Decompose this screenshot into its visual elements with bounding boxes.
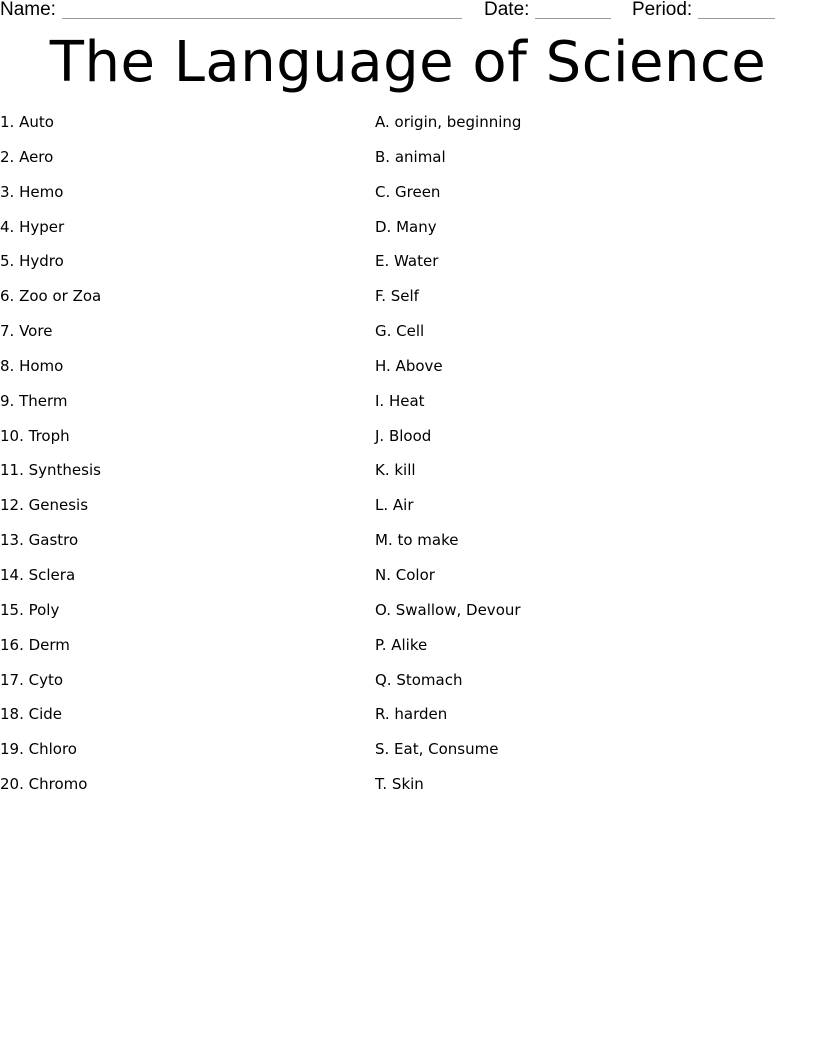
term-item: 12. Genesis xyxy=(0,496,89,515)
definition-item: D. Many xyxy=(375,217,437,236)
page-title: The Language of Science xyxy=(49,30,767,95)
terms-column xyxy=(0,112,360,809)
date-label: Date: xyxy=(484,0,530,20)
term-item: 18. Cide xyxy=(0,705,63,724)
definition-item: Q. Stomach xyxy=(375,670,463,689)
definition-item: N. Color xyxy=(375,565,435,584)
date-blank-line xyxy=(535,0,611,19)
definition-item: R. harden xyxy=(375,705,448,724)
term-item: 3. Hemo xyxy=(0,182,64,201)
definition-item: E. Water xyxy=(375,252,439,271)
name-blank-line xyxy=(62,0,462,19)
term-item: 4. Hyper xyxy=(0,217,65,236)
term-item: 17. Cyto xyxy=(0,670,64,689)
term-item: 6. Zoo or Zoa xyxy=(0,287,102,306)
term-item: 14. Sclera xyxy=(0,565,76,584)
term-item: 8. Homo xyxy=(0,356,64,375)
name-label: Name: xyxy=(0,0,56,20)
definition-item: F. Self xyxy=(375,287,419,306)
definition-item: A. origin, beginning xyxy=(375,113,522,131)
term-item: 9. Therm xyxy=(0,391,68,410)
definition-item: S. Eat, Consume xyxy=(375,740,499,759)
worksheet-header xyxy=(0,0,816,22)
definitions-column xyxy=(375,112,795,809)
definition-item: C. Green xyxy=(375,182,441,201)
term-item: 2. Aero xyxy=(0,147,54,166)
definition-item: M. to make xyxy=(375,531,459,550)
term-item: 7. Vore xyxy=(0,322,53,341)
definition-item: G. Cell xyxy=(375,322,425,341)
term-item: 15. Poly xyxy=(0,600,60,619)
definition-item: T. Skin xyxy=(375,775,424,794)
term-item: 1. Auto xyxy=(0,113,54,131)
definition-item: H. Above xyxy=(375,356,443,375)
definition-item: P. Alike xyxy=(375,635,428,654)
period-label: Period: xyxy=(632,0,693,20)
definition-item: B. animal xyxy=(375,147,446,166)
term-item: 20. Chromo xyxy=(0,775,88,794)
definition-item: I. Heat xyxy=(375,391,425,410)
term-item: 13. Gastro xyxy=(0,531,79,550)
term-item: 16. Derm xyxy=(0,635,70,654)
definition-item: J. Blood xyxy=(375,426,432,445)
definition-item: L. Air xyxy=(375,496,414,515)
term-item: 10. Troph xyxy=(0,426,70,445)
definition-item: K. kill xyxy=(375,461,416,480)
term-item: 5. Hydro xyxy=(0,252,64,271)
term-item: 19. Chloro xyxy=(0,740,77,759)
period-blank-line xyxy=(698,0,775,19)
term-item: 11. Synthesis xyxy=(0,461,101,480)
definition-item: O. Swallow, Devour xyxy=(375,600,521,619)
